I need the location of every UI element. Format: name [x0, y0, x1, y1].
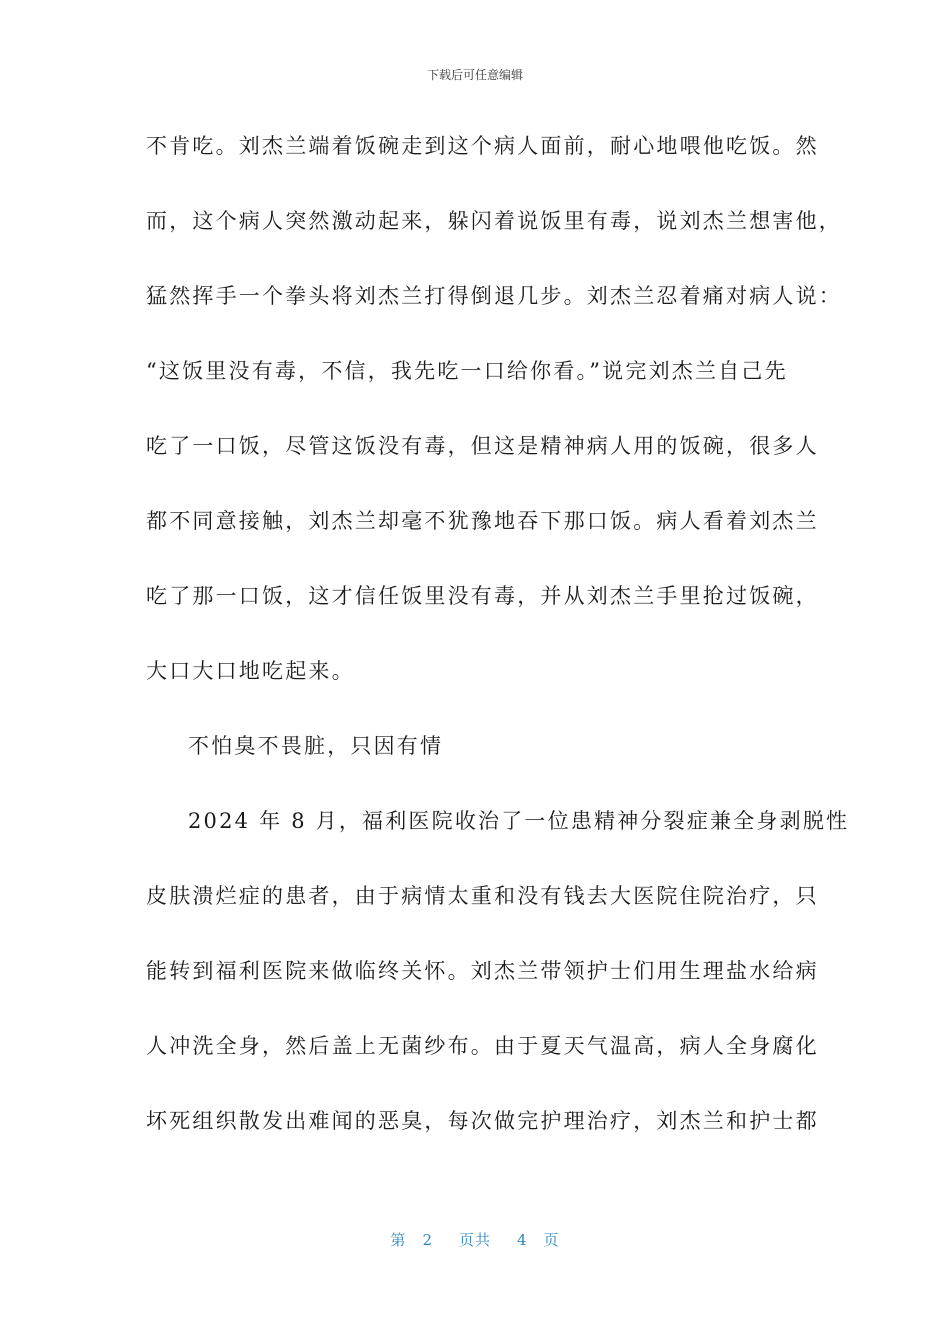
text-line: 皮肤溃烂症的患者，由于病情太重和没有钱去大医院住院治疗，只 — [146, 884, 819, 908]
footer-middle: 页共 — [458, 1231, 491, 1249]
page-number-footer — [0, 1229, 950, 1250]
text-line: 而，这个病人突然激动起来，躲闪着说饭里有毒，说刘杰兰想害他， — [146, 209, 842, 233]
text-line: 坏死组织散发出难闻的恶臭，每次做完护理治疗，刘杰兰和护士都 — [146, 1109, 819, 1133]
footer-prefix: 第 — [390, 1231, 407, 1249]
footer-suffix: 页 — [543, 1231, 560, 1249]
page-header-note: 下载后可任意编辑 — [426, 68, 523, 82]
text-line: 2024 年 8 月，福利医院收治了一位患精神分裂症兼全身剥脱性 — [188, 809, 850, 833]
footer-current-page: 2 — [422, 1231, 433, 1249]
text-line: 不肯吃。刘杰兰端着饭碗走到这个病人面前，耐心地喂他吃饭。然 — [146, 134, 819, 158]
section-heading: 不怕臭不畏脏，只因有情 — [188, 734, 444, 758]
text-line: “这饭里没有毒，不信，我先吃一口给你看。”说完刘杰兰自己先 — [146, 359, 788, 383]
text-line: 人冲洗全身，然后盖上无菌纱布。由于夏天气温高，病人全身腐化 — [146, 1034, 819, 1058]
text-line: 能转到福利医院来做临终关怀。刘杰兰带领护士们用生理盐水给病 — [146, 959, 819, 983]
footer-total-pages: 4 — [517, 1231, 528, 1249]
text-line: 吃了那一口饭，这才信任饭里没有毒，并从刘杰兰手里抢过饭碗， — [146, 584, 819, 608]
text-line: 猛然挥手一个拳头将刘杰兰打得倒退几步。刘杰兰忍着痛对病人说： — [146, 284, 842, 308]
text-line: 都不同意接触，刘杰兰却毫不犹豫地吞下那口饭。病人看着刘杰兰 — [146, 509, 819, 533]
document-body — [146, 124, 850, 1174]
text-line: 吃了一口饭，尽管这饭没有毒，但这是精神病人用的饭碗，很多人 — [146, 434, 819, 458]
text-line: 大口大口地吃起来。 — [146, 659, 355, 683]
